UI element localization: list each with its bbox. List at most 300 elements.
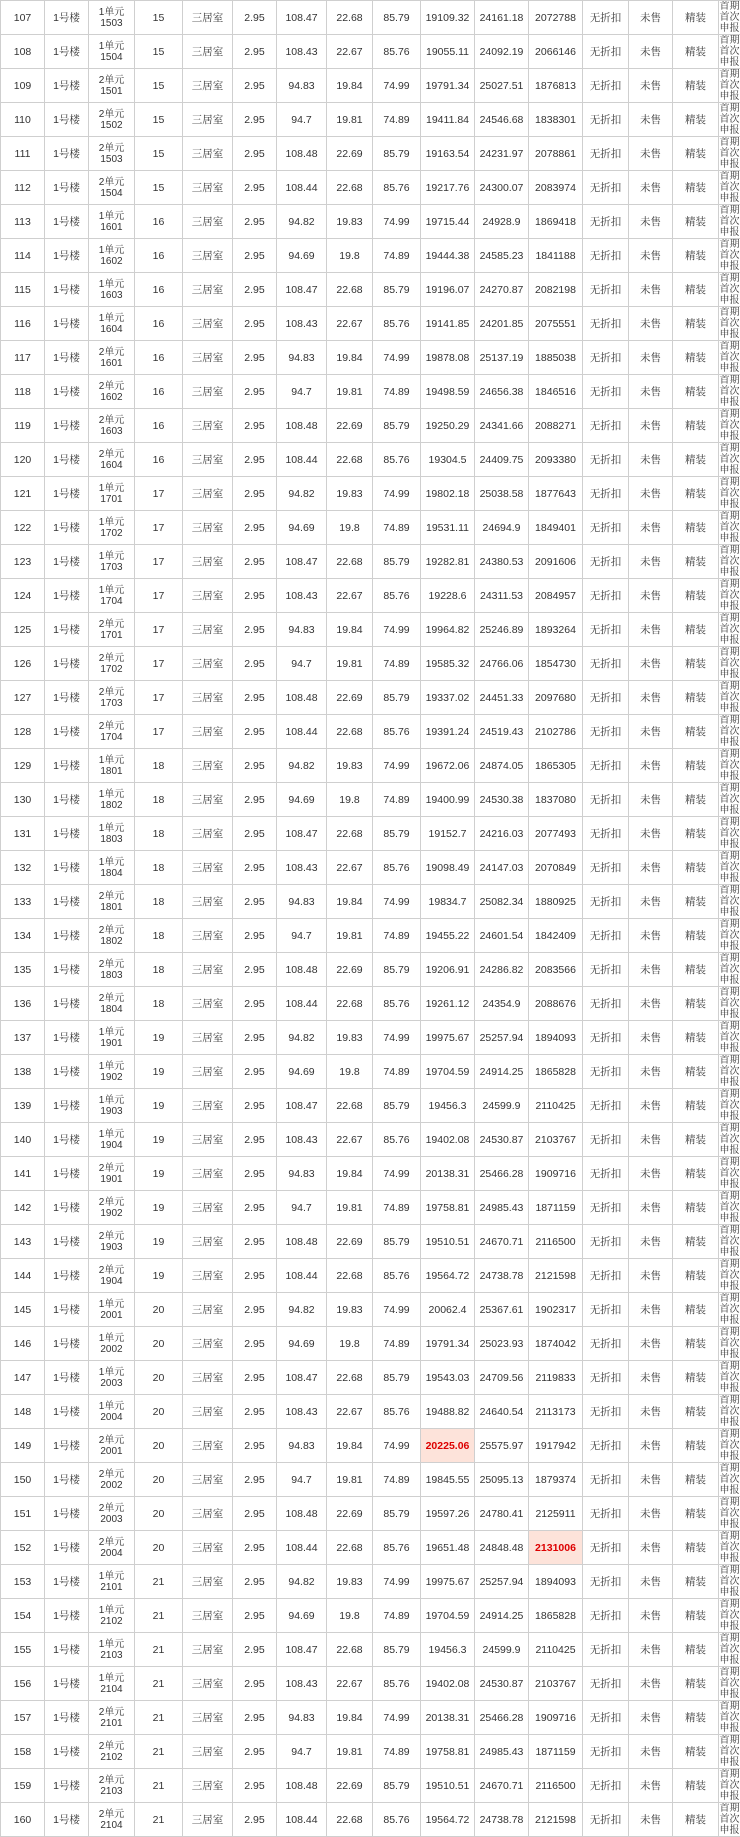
building-cell: 1号楼 (45, 409, 89, 443)
total-price-cell: 1869418 (529, 205, 583, 239)
building-unit-price-cell: 24201.85 (475, 307, 529, 341)
building-cell: 1号楼 (45, 375, 89, 409)
table-row (1, 1089, 740, 1123)
building-unit-price-cell: 24147.03 (475, 851, 529, 885)
building-cell: 1号楼 (45, 1395, 89, 1429)
floor-height-cell: 2.95 (233, 1055, 277, 1089)
layout-cell: 三居室 (183, 749, 233, 783)
floor-cell: 20 (135, 1531, 183, 1565)
declaration-batch-cell: 首期首次 申报 (719, 1667, 740, 1701)
interior-unit-price-cell: 20225.06 (421, 1429, 475, 1463)
decoration-cell: 精装 (673, 103, 719, 137)
interior-unit-price-cell: 19564.72 (421, 1803, 475, 1837)
layout-cell: 三居室 (183, 1293, 233, 1327)
sale-status-cell: 未售 (629, 171, 673, 205)
total-price-cell: 1874042 (529, 1327, 583, 1361)
declaration-batch-cell: 首期首次 申报 (719, 341, 740, 375)
unit-room-cell: 2单元 1503 (89, 137, 135, 171)
building-area-cell: 94.7 (277, 103, 327, 137)
table-row (1, 273, 740, 307)
floor-height-cell: 2.95 (233, 715, 277, 749)
table-row (1, 885, 740, 919)
building-cell: 1号楼 (45, 545, 89, 579)
building-area-cell: 108.47 (277, 817, 327, 851)
total-price-cell: 1865828 (529, 1055, 583, 1089)
table-row (1, 1361, 740, 1395)
total-price-cell: 1865305 (529, 749, 583, 783)
floor-cell: 19 (135, 1191, 183, 1225)
floor-height-cell: 2.95 (233, 1, 277, 35)
interior-area-cell: 74.89 (373, 783, 421, 817)
building-cell: 1号楼 (45, 205, 89, 239)
building-cell: 1号楼 (45, 1055, 89, 1089)
unit-room-cell: 2单元 1804 (89, 987, 135, 1021)
discount-cell: 无折扣 (583, 443, 629, 477)
building-cell: 1号楼 (45, 1, 89, 35)
unit-room-cell: 2单元 1601 (89, 341, 135, 375)
shared-area-cell: 22.67 (327, 35, 373, 69)
sale-status-cell: 未售 (629, 1633, 673, 1667)
building-unit-price-cell: 24738.78 (475, 1259, 529, 1293)
interior-area-cell: 74.89 (373, 1055, 421, 1089)
unit-room-cell: 2单元 2004 (89, 1531, 135, 1565)
row-number-cell: 130 (1, 783, 45, 817)
declaration-batch-cell: 首期首次 申报 (719, 885, 740, 919)
row-number-cell: 107 (1, 1, 45, 35)
total-price-cell: 1865828 (529, 1599, 583, 1633)
floor-cell: 18 (135, 885, 183, 919)
layout-cell: 三居室 (183, 1667, 233, 1701)
declaration-batch-cell: 首期首次 申报 (719, 205, 740, 239)
floor-cell: 18 (135, 987, 183, 1021)
unit-room-cell: 1单元 2004 (89, 1395, 135, 1429)
declaration-batch-cell: 首期首次 申报 (719, 1565, 740, 1599)
declaration-batch-cell: 首期首次 申报 (719, 171, 740, 205)
sale-status-cell: 未售 (629, 1225, 673, 1259)
decoration-cell: 精装 (673, 307, 719, 341)
building-area-cell: 108.48 (277, 1497, 327, 1531)
unit-room-cell: 2单元 1502 (89, 103, 135, 137)
interior-area-cell: 74.99 (373, 1429, 421, 1463)
row-number-cell: 135 (1, 953, 45, 987)
total-price-cell: 2119833 (529, 1361, 583, 1395)
discount-cell: 无折扣 (583, 1055, 629, 1089)
sale-status-cell: 未售 (629, 443, 673, 477)
total-price-cell: 2113173 (529, 1395, 583, 1429)
floor-cell: 17 (135, 715, 183, 749)
interior-unit-price-cell: 19196.07 (421, 273, 475, 307)
table-row (1, 1497, 740, 1531)
row-number-cell: 142 (1, 1191, 45, 1225)
decoration-cell: 精装 (673, 205, 719, 239)
unit-room-cell: 2单元 1602 (89, 375, 135, 409)
discount-cell: 无折扣 (583, 647, 629, 681)
unit-room-cell: 1单元 2003 (89, 1361, 135, 1395)
total-price-cell: 2131006 (529, 1531, 583, 1565)
building-unit-price-cell: 24601.54 (475, 919, 529, 953)
table-row (1, 443, 740, 477)
unit-room-cell: 1单元 1504 (89, 35, 135, 69)
row-number-cell: 117 (1, 341, 45, 375)
declaration-batch-cell: 首期首次 申报 (719, 443, 740, 477)
unit-room-cell: 1单元 1503 (89, 1, 135, 35)
building-area-cell: 94.69 (277, 1599, 327, 1633)
shared-area-cell: 19.8 (327, 783, 373, 817)
building-cell: 1号楼 (45, 647, 89, 681)
building-unit-price-cell: 25038.58 (475, 477, 529, 511)
table-row (1, 375, 740, 409)
building-area-cell: 108.48 (277, 1769, 327, 1803)
interior-area-cell: 74.99 (373, 613, 421, 647)
total-price-cell: 1893264 (529, 613, 583, 647)
floor-height-cell: 2.95 (233, 35, 277, 69)
row-number-cell: 131 (1, 817, 45, 851)
discount-cell: 无折扣 (583, 1531, 629, 1565)
sale-status-cell: 未售 (629, 1293, 673, 1327)
table-row (1, 817, 740, 851)
declaration-batch-cell: 首期首次 申报 (719, 1327, 740, 1361)
building-unit-price-cell: 25137.19 (475, 341, 529, 375)
decoration-cell: 精装 (673, 817, 719, 851)
floor-cell: 16 (135, 443, 183, 477)
layout-cell: 三居室 (183, 1361, 233, 1395)
layout-cell: 三居室 (183, 783, 233, 817)
decoration-cell: 精装 (673, 1735, 719, 1769)
interior-unit-price-cell: 19282.81 (421, 545, 475, 579)
interior-area-cell: 85.79 (373, 953, 421, 987)
building-area-cell: 94.7 (277, 1735, 327, 1769)
building-area-cell: 108.44 (277, 1259, 327, 1293)
discount-cell: 无折扣 (583, 817, 629, 851)
floor-cell: 16 (135, 375, 183, 409)
unit-room-cell: 2单元 2103 (89, 1769, 135, 1803)
building-unit-price-cell: 25082.34 (475, 885, 529, 919)
decoration-cell: 精装 (673, 341, 719, 375)
sale-status-cell: 未售 (629, 1055, 673, 1089)
interior-area-cell: 85.79 (373, 681, 421, 715)
interior-area-cell: 85.76 (373, 171, 421, 205)
layout-cell: 三居室 (183, 307, 233, 341)
floor-height-cell: 2.95 (233, 1803, 277, 1837)
unit-room-cell: 2单元 1803 (89, 953, 135, 987)
building-cell: 1号楼 (45, 1701, 89, 1735)
declaration-batch-cell: 首期首次 申报 (719, 103, 740, 137)
declaration-batch-cell: 首期首次 申报 (719, 1259, 740, 1293)
floor-cell: 21 (135, 1701, 183, 1735)
building-cell: 1号楼 (45, 885, 89, 919)
shared-area-cell: 22.68 (327, 1633, 373, 1667)
row-number-cell: 140 (1, 1123, 45, 1157)
building-unit-price-cell: 24640.54 (475, 1395, 529, 1429)
unit-room-cell: 1单元 2104 (89, 1667, 135, 1701)
unit-room-cell: 2单元 1701 (89, 613, 135, 647)
layout-cell: 三居室 (183, 1055, 233, 1089)
building-cell: 1号楼 (45, 579, 89, 613)
shared-area-cell: 22.68 (327, 715, 373, 749)
building-unit-price-cell: 25023.93 (475, 1327, 529, 1361)
sale-status-cell: 未售 (629, 919, 673, 953)
layout-cell: 三居室 (183, 1701, 233, 1735)
declaration-batch-cell: 首期首次 申报 (719, 783, 740, 817)
floor-cell: 21 (135, 1803, 183, 1837)
building-area-cell: 94.83 (277, 613, 327, 647)
sale-status-cell: 未售 (629, 1191, 673, 1225)
shared-area-cell: 22.68 (327, 1361, 373, 1395)
layout-cell: 三居室 (183, 171, 233, 205)
layout-cell: 三居室 (183, 545, 233, 579)
discount-cell: 无折扣 (583, 1429, 629, 1463)
decoration-cell: 精装 (673, 1497, 719, 1531)
layout-cell: 三居室 (183, 443, 233, 477)
declaration-batch-cell: 首期首次 申报 (719, 1021, 740, 1055)
row-number-cell: 113 (1, 205, 45, 239)
interior-area-cell: 85.79 (373, 137, 421, 171)
floor-cell: 18 (135, 749, 183, 783)
building-area-cell: 108.47 (277, 1361, 327, 1395)
sale-status-cell: 未售 (629, 1361, 673, 1395)
row-number-cell: 137 (1, 1021, 45, 1055)
row-number-cell: 153 (1, 1565, 45, 1599)
sale-status-cell: 未售 (629, 1429, 673, 1463)
floor-height-cell: 2.95 (233, 511, 277, 545)
decoration-cell: 精装 (673, 443, 719, 477)
decoration-cell: 精装 (673, 749, 719, 783)
declaration-batch-cell: 首期首次 申报 (719, 1157, 740, 1191)
declaration-batch-cell: 首期首次 申报 (719, 1055, 740, 1089)
floor-height-cell: 2.95 (233, 1293, 277, 1327)
row-number-cell: 150 (1, 1463, 45, 1497)
floor-height-cell: 2.95 (233, 919, 277, 953)
discount-cell: 无折扣 (583, 477, 629, 511)
building-unit-price-cell: 24928.9 (475, 205, 529, 239)
total-price-cell: 1885038 (529, 341, 583, 375)
row-number-cell: 118 (1, 375, 45, 409)
interior-unit-price-cell: 19510.51 (421, 1769, 475, 1803)
interior-area-cell: 74.99 (373, 1701, 421, 1735)
building-cell: 1号楼 (45, 749, 89, 783)
layout-cell: 三居室 (183, 851, 233, 885)
discount-cell: 无折扣 (583, 953, 629, 987)
decoration-cell: 精装 (673, 1225, 719, 1259)
building-area-cell: 108.44 (277, 171, 327, 205)
interior-area-cell: 74.89 (373, 1327, 421, 1361)
building-area-cell: 94.7 (277, 1463, 327, 1497)
building-area-cell: 108.44 (277, 715, 327, 749)
total-price-cell: 1909716 (529, 1157, 583, 1191)
floor-cell: 20 (135, 1497, 183, 1531)
decoration-cell: 精装 (673, 375, 719, 409)
sale-status-cell: 未售 (629, 1599, 673, 1633)
building-cell: 1号楼 (45, 1191, 89, 1225)
declaration-batch-cell: 首期首次 申报 (719, 239, 740, 273)
table-row (1, 1667, 740, 1701)
interior-unit-price-cell: 19444.38 (421, 239, 475, 273)
interior-unit-price-cell: 19531.11 (421, 511, 475, 545)
unit-room-cell: 1单元 2103 (89, 1633, 135, 1667)
table-row (1, 1259, 740, 1293)
decoration-cell: 精装 (673, 919, 719, 953)
floor-cell: 17 (135, 477, 183, 511)
floor-height-cell: 2.95 (233, 1123, 277, 1157)
decoration-cell: 精装 (673, 477, 719, 511)
layout-cell: 三居室 (183, 1327, 233, 1361)
row-number-cell: 114 (1, 239, 45, 273)
building-cell: 1号楼 (45, 1531, 89, 1565)
building-cell: 1号楼 (45, 817, 89, 851)
building-cell: 1号楼 (45, 477, 89, 511)
unit-room-cell: 2单元 2101 (89, 1701, 135, 1735)
decoration-cell: 精装 (673, 783, 719, 817)
building-unit-price-cell: 24599.9 (475, 1633, 529, 1667)
building-cell: 1号楼 (45, 1429, 89, 1463)
floor-cell: 16 (135, 205, 183, 239)
table-row (1, 579, 740, 613)
floor-height-cell: 2.95 (233, 137, 277, 171)
shared-area-cell: 22.67 (327, 1395, 373, 1429)
sale-status-cell: 未售 (629, 35, 673, 69)
layout-cell: 三居室 (183, 1429, 233, 1463)
row-number-cell: 110 (1, 103, 45, 137)
shared-area-cell: 22.68 (327, 1, 373, 35)
layout-cell: 三居室 (183, 987, 233, 1021)
layout-cell: 三居室 (183, 613, 233, 647)
interior-area-cell: 85.79 (373, 1225, 421, 1259)
layout-cell: 三居室 (183, 69, 233, 103)
interior-area-cell: 74.89 (373, 1463, 421, 1497)
building-area-cell: 94.7 (277, 919, 327, 953)
decoration-cell: 精装 (673, 1293, 719, 1327)
layout-cell: 三居室 (183, 1259, 233, 1293)
row-number-cell: 152 (1, 1531, 45, 1565)
sale-status-cell: 未售 (629, 715, 673, 749)
floor-cell: 19 (135, 1021, 183, 1055)
shared-area-cell: 19.83 (327, 1293, 373, 1327)
floor-height-cell: 2.95 (233, 477, 277, 511)
interior-unit-price-cell: 19672.06 (421, 749, 475, 783)
table-row (1, 511, 740, 545)
shared-area-cell: 19.83 (327, 749, 373, 783)
building-unit-price-cell: 24270.87 (475, 273, 529, 307)
floor-cell: 17 (135, 647, 183, 681)
building-area-cell: 108.43 (277, 851, 327, 885)
layout-cell: 三居室 (183, 103, 233, 137)
discount-cell: 无折扣 (583, 409, 629, 443)
building-area-cell: 94.83 (277, 1429, 327, 1463)
total-price-cell: 2121598 (529, 1259, 583, 1293)
discount-cell: 无折扣 (583, 545, 629, 579)
layout-cell: 三居室 (183, 1599, 233, 1633)
floor-cell: 17 (135, 613, 183, 647)
floor-height-cell: 2.95 (233, 885, 277, 919)
row-number-cell: 121 (1, 477, 45, 511)
layout-cell: 三居室 (183, 1803, 233, 1837)
total-price-cell: 2084957 (529, 579, 583, 613)
interior-unit-price-cell: 19402.08 (421, 1667, 475, 1701)
table-row (1, 409, 740, 443)
unit-room-cell: 2单元 1901 (89, 1157, 135, 1191)
interior-unit-price-cell: 19250.29 (421, 409, 475, 443)
sale-status-cell: 未售 (629, 851, 673, 885)
interior-unit-price-cell: 19704.59 (421, 1055, 475, 1089)
interior-unit-price-cell: 19411.84 (421, 103, 475, 137)
building-unit-price-cell: 24766.06 (475, 647, 529, 681)
discount-cell: 无折扣 (583, 1463, 629, 1497)
interior-area-cell: 85.79 (373, 817, 421, 851)
row-number-cell: 149 (1, 1429, 45, 1463)
discount-cell: 无折扣 (583, 205, 629, 239)
unit-room-cell: 1单元 1601 (89, 205, 135, 239)
layout-cell: 三居室 (183, 919, 233, 953)
row-number-cell: 124 (1, 579, 45, 613)
discount-cell: 无折扣 (583, 1701, 629, 1735)
declaration-batch-cell: 首期首次 申报 (719, 987, 740, 1021)
decoration-cell: 精装 (673, 239, 719, 273)
unit-room-cell: 1单元 1603 (89, 273, 135, 307)
declaration-batch-cell: 首期首次 申报 (719, 307, 740, 341)
shared-area-cell: 22.68 (327, 545, 373, 579)
floor-cell: 18 (135, 919, 183, 953)
layout-cell: 三居室 (183, 1735, 233, 1769)
floor-height-cell: 2.95 (233, 545, 277, 579)
declaration-batch-cell: 首期首次 申报 (719, 1803, 740, 1837)
decoration-cell: 精装 (673, 613, 719, 647)
table-row (1, 1769, 740, 1803)
row-number-cell: 151 (1, 1497, 45, 1531)
discount-cell: 无折扣 (583, 1395, 629, 1429)
floor-height-cell: 2.95 (233, 1633, 277, 1667)
shared-area-cell: 19.83 (327, 1565, 373, 1599)
total-price-cell: 2070849 (529, 851, 583, 885)
total-price-cell: 2110425 (529, 1089, 583, 1123)
floor-height-cell: 2.95 (233, 69, 277, 103)
decoration-cell: 精装 (673, 1055, 719, 1089)
interior-area-cell: 74.89 (373, 103, 421, 137)
row-number-cell: 111 (1, 137, 45, 171)
discount-cell: 无折扣 (583, 783, 629, 817)
building-cell: 1号楼 (45, 35, 89, 69)
discount-cell: 无折扣 (583, 851, 629, 885)
building-unit-price-cell: 24599.9 (475, 1089, 529, 1123)
total-price-cell: 1837080 (529, 783, 583, 817)
interior-area-cell: 74.89 (373, 511, 421, 545)
floor-height-cell: 2.95 (233, 409, 277, 443)
discount-cell: 无折扣 (583, 1021, 629, 1055)
declaration-batch-cell: 首期首次 申报 (719, 273, 740, 307)
interior-unit-price-cell: 19802.18 (421, 477, 475, 511)
sale-status-cell: 未售 (629, 1497, 673, 1531)
building-cell: 1号楼 (45, 1293, 89, 1327)
layout-cell: 三居室 (183, 511, 233, 545)
unit-room-cell: 1单元 1703 (89, 545, 135, 579)
sale-status-cell: 未售 (629, 205, 673, 239)
table-row (1, 1735, 740, 1769)
building-area-cell: 108.43 (277, 35, 327, 69)
layout-cell: 三居室 (183, 579, 233, 613)
building-unit-price-cell: 24530.87 (475, 1667, 529, 1701)
unit-room-cell: 2单元 1903 (89, 1225, 135, 1259)
interior-unit-price-cell: 19456.3 (421, 1633, 475, 1667)
building-area-cell: 108.48 (277, 1225, 327, 1259)
interior-area-cell: 85.79 (373, 1633, 421, 1667)
floor-height-cell: 2.95 (233, 1327, 277, 1361)
discount-cell: 无折扣 (583, 579, 629, 613)
interior-unit-price-cell: 20138.31 (421, 1157, 475, 1191)
declaration-batch-cell: 首期首次 申报 (719, 1293, 740, 1327)
shared-area-cell: 19.84 (327, 1429, 373, 1463)
shared-area-cell: 19.81 (327, 1463, 373, 1497)
interior-unit-price-cell: 19651.48 (421, 1531, 475, 1565)
sale-status-cell: 未售 (629, 1089, 673, 1123)
